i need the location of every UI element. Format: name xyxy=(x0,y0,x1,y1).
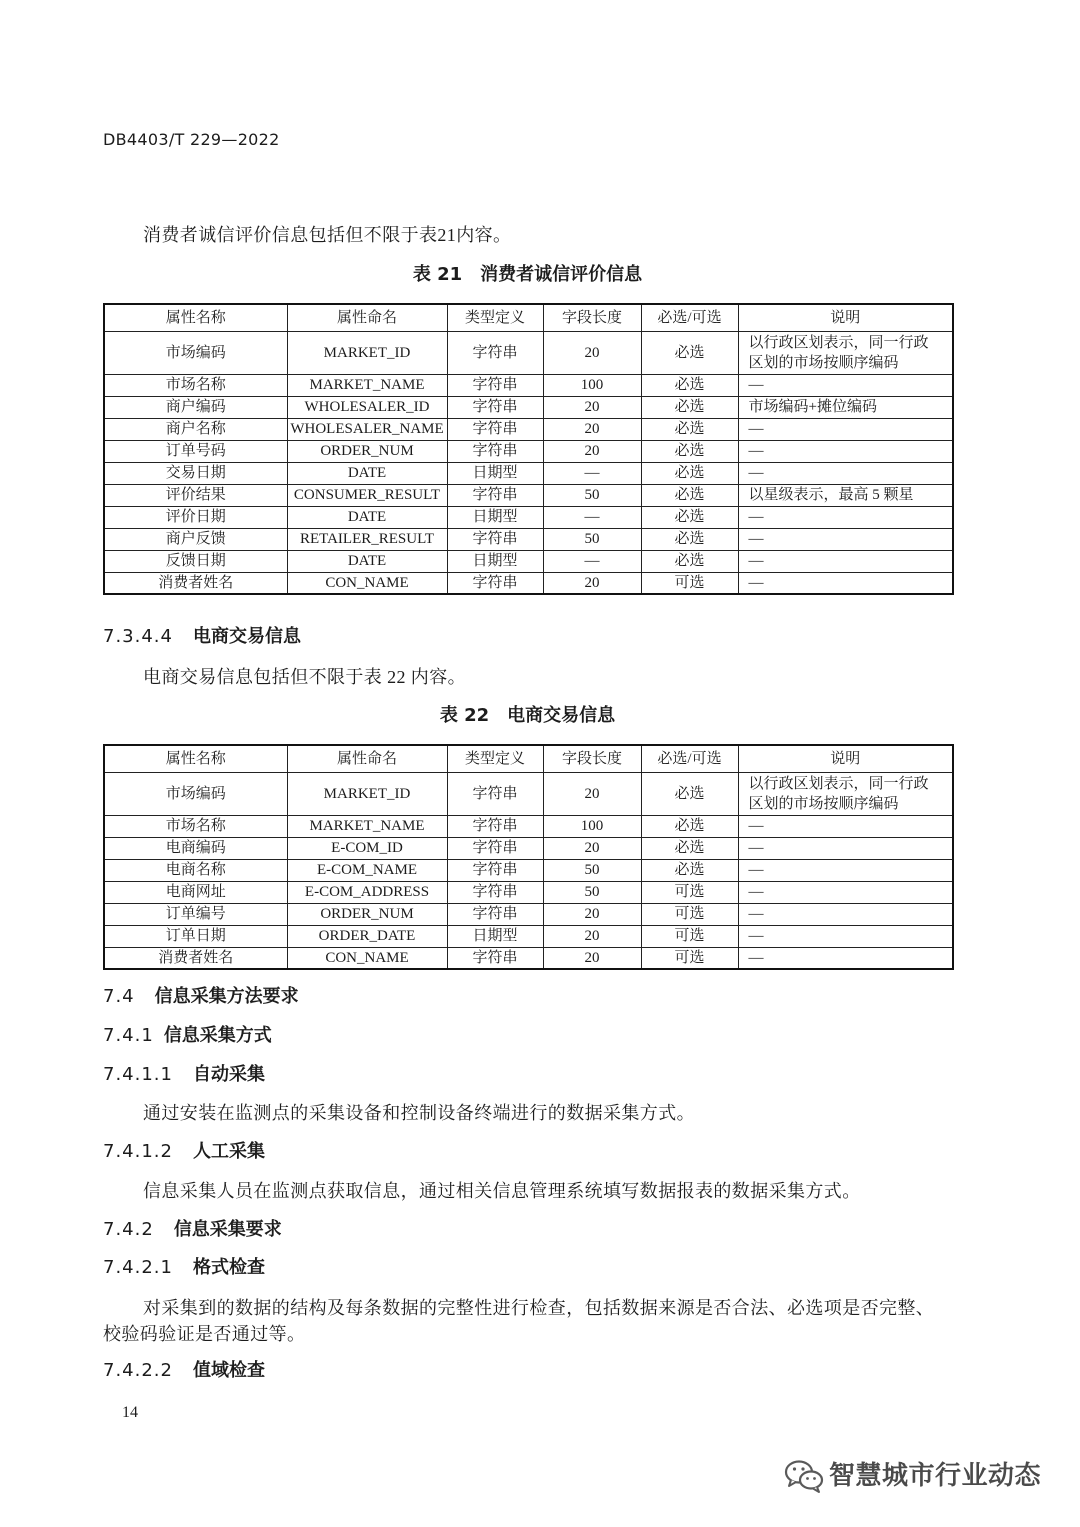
cell-attr-name: 市场编码 xyxy=(104,772,287,815)
cell-type: 字符串 xyxy=(447,881,543,903)
cell-attr-name: 订单编号 xyxy=(104,903,287,925)
cell-attr-name: 反馈日期 xyxy=(104,550,287,572)
table-row xyxy=(104,484,953,506)
cell-attr-name: 订单日期 xyxy=(104,925,287,947)
cell-attr-name: 电商编码 xyxy=(104,837,287,859)
column-header-note: 说明 xyxy=(738,745,953,772)
heading-number: 7.4 xyxy=(103,986,135,1007)
column-header-attr-code: 属性命名 xyxy=(287,304,447,331)
cell-note: — xyxy=(738,462,953,484)
table-row xyxy=(104,506,953,528)
cell-attr-code: E-COM_ADDRESS xyxy=(287,881,447,903)
cell-length: 50 xyxy=(543,484,641,506)
column-header-type: 类型定义 xyxy=(447,745,543,772)
cell-attr-code: MARKET_ID xyxy=(287,331,447,374)
cell-required: 必选 xyxy=(641,331,738,374)
cell-type: 字符串 xyxy=(447,374,543,396)
table-row xyxy=(104,925,953,947)
cell-attr-name: 评价日期 xyxy=(104,506,287,528)
column-header-length: 字段长度 xyxy=(543,304,641,331)
cell-type: 字符串 xyxy=(447,815,543,837)
cell-length: 50 xyxy=(543,528,641,550)
paragraph-line: 对采集到的数据的结构及每条数据的完整性进行检查，包括数据来源是否合法、必选项是否完整、 xyxy=(143,1298,935,1318)
cell-length: 50 xyxy=(543,859,641,881)
cell-type: 日期型 xyxy=(447,925,543,947)
cell-attr-name: 电商网址 xyxy=(104,881,287,903)
heading-7-4-2 xyxy=(103,1218,282,1242)
cell-required: 必选 xyxy=(641,440,738,462)
cell-attr-code: CONSUMER_RESULT xyxy=(287,484,447,506)
column-header-required: 必选/可选 xyxy=(641,745,738,772)
paragraph-manual-collection: 信息采集人员在监测点获取信息，通过相关信息管理系统填写数据报表的数据采集方式。 xyxy=(143,1181,861,1201)
table-row xyxy=(104,418,953,440)
column-header-note: 说明 xyxy=(738,304,953,331)
cell-required: 必选 xyxy=(641,815,738,837)
heading-title: 信息采集方法要求 xyxy=(154,986,299,1007)
cell-type: 字符串 xyxy=(447,947,543,969)
cell-attr-code: CON_NAME xyxy=(287,572,447,594)
table21-intro: 消费者诚信评价信息包括但不限于表21内容。 xyxy=(143,225,512,245)
heading-number: 7.4.2.1 xyxy=(103,1257,173,1278)
cell-attr-name: 商户编码 xyxy=(104,396,287,418)
cell-attr-code: DATE xyxy=(287,462,447,484)
cell-required: 必选 xyxy=(641,484,738,506)
paragraph-auto-collection: 通过安装在监测点的采集设备和控制设备终端进行的数据采集方式。 xyxy=(143,1103,695,1123)
cell-attr-code: MARKET_ID xyxy=(287,772,447,815)
cell-length: 20 xyxy=(543,947,641,969)
table-header-row xyxy=(104,304,953,331)
cell-length: 20 xyxy=(543,837,641,859)
cell-required: 必选 xyxy=(641,837,738,859)
page-number: 14 xyxy=(122,1404,138,1421)
cell-required: 必选 xyxy=(641,528,738,550)
cell-length: — xyxy=(543,550,641,572)
cell-attr-code: RETAILER_RESULT xyxy=(287,528,447,550)
cell-length: — xyxy=(543,506,641,528)
wechat-icon xyxy=(783,1458,825,1494)
cell-length: 20 xyxy=(543,396,641,418)
heading-title: 信息采集方式 xyxy=(163,1025,272,1046)
cell-required: 可选 xyxy=(641,572,738,594)
cell-note: — xyxy=(738,925,953,947)
table-row xyxy=(104,881,953,903)
cell-length: 50 xyxy=(543,881,641,903)
heading-number: 7.3.4.4 xyxy=(103,626,173,647)
cell-attr-name: 商户反馈 xyxy=(104,528,287,550)
cell-attr-name: 评价结果 xyxy=(104,484,287,506)
cell-required: 可选 xyxy=(641,947,738,969)
cell-attr-code: E-COM_NAME xyxy=(287,859,447,881)
cell-length: 20 xyxy=(543,331,641,374)
cell-type: 字符串 xyxy=(447,331,543,374)
cell-note: — xyxy=(738,947,953,969)
table-row xyxy=(104,440,953,462)
cell-required: 必选 xyxy=(641,772,738,815)
cell-attr-code: ORDER_DATE xyxy=(287,925,447,947)
heading-title: 信息采集要求 xyxy=(173,1219,282,1240)
cell-length: 100 xyxy=(543,815,641,837)
heading-number: 7.4.1 xyxy=(103,1025,154,1046)
watermark xyxy=(783,1458,1041,1494)
cell-attr-name: 市场名称 xyxy=(104,374,287,396)
table-row xyxy=(104,331,953,374)
heading-title: 自动采集 xyxy=(192,1064,265,1085)
table-row xyxy=(104,550,953,572)
column-header-attr-code: 属性命名 xyxy=(287,745,447,772)
cell-note: — xyxy=(738,374,953,396)
heading-7-4-2-2 xyxy=(103,1359,265,1383)
cell-attr-code: DATE xyxy=(287,506,447,528)
cell-length: — xyxy=(543,462,641,484)
cell-note: 以星级表示，最高 5 颗星 xyxy=(738,484,953,506)
table-title-text: 电商交易信息 xyxy=(507,705,616,726)
cell-note: 以行政区划表示，同一行政 区划的市场按顺序编码 xyxy=(738,331,953,374)
cell-required: 必选 xyxy=(641,506,738,528)
heading-number: 7.4.2.2 xyxy=(103,1360,173,1381)
table-row xyxy=(104,837,953,859)
cell-note: — xyxy=(738,528,953,550)
cell-required: 可选 xyxy=(641,881,738,903)
heading-title: 格式检查 xyxy=(192,1257,265,1278)
table-row xyxy=(104,396,953,418)
cell-type: 字符串 xyxy=(447,837,543,859)
column-header-length: 字段长度 xyxy=(543,745,641,772)
cell-length: 20 xyxy=(543,925,641,947)
cell-attr-name: 市场编码 xyxy=(104,331,287,374)
table22-intro: 电商交易信息包括但不限于表 22 内容。 xyxy=(143,667,466,687)
cell-note: — xyxy=(738,572,953,594)
heading-7-4-2-1 xyxy=(103,1256,265,1280)
cell-note: — xyxy=(738,815,953,837)
cell-attr-code: E-COM_ID xyxy=(287,837,447,859)
cell-attr-name: 消费者姓名 xyxy=(104,947,287,969)
heading-number: 7.4.1.1 xyxy=(103,1064,173,1085)
cell-type: 日期型 xyxy=(447,506,543,528)
cell-required: 必选 xyxy=(641,550,738,572)
heading-title: 电商交易信息 xyxy=(192,626,301,647)
cell-attr-name: 交易日期 xyxy=(104,462,287,484)
table-row xyxy=(104,947,953,969)
cell-required: 必选 xyxy=(641,859,738,881)
cell-note: — xyxy=(738,837,953,859)
cell-length: 20 xyxy=(543,418,641,440)
document-id: DB4403/T 229—2022 xyxy=(103,130,280,149)
table-label: 表 22 xyxy=(439,705,490,726)
heading-number: 7.4.2 xyxy=(103,1219,154,1240)
table22-title xyxy=(103,704,952,728)
cell-type: 字符串 xyxy=(447,528,543,550)
cell-attr-code: MARKET_NAME xyxy=(287,374,447,396)
table21-title xyxy=(103,263,952,287)
heading-title: 人工采集 xyxy=(192,1141,265,1162)
heading-7-4-1-2 xyxy=(103,1140,265,1164)
cell-length: 100 xyxy=(543,374,641,396)
cell-note: — xyxy=(738,418,953,440)
table-row xyxy=(104,772,953,815)
heading-7-4 xyxy=(103,985,299,1009)
cell-required: 必选 xyxy=(641,396,738,418)
cell-note: — xyxy=(738,903,953,925)
cell-note: — xyxy=(738,440,953,462)
column-header-type: 类型定义 xyxy=(447,304,543,331)
cell-required: 可选 xyxy=(641,903,738,925)
cell-note: — xyxy=(738,550,953,572)
cell-attr-code: WHOLESALER_ID xyxy=(287,396,447,418)
cell-attr-code: DATE xyxy=(287,550,447,572)
table-row xyxy=(104,859,953,881)
cell-note: — xyxy=(738,506,953,528)
cell-type: 字符串 xyxy=(447,484,543,506)
cell-attr-code: WHOLESALER_NAME xyxy=(287,418,447,440)
cell-required: 可选 xyxy=(641,925,738,947)
cell-attr-name: 电商名称 xyxy=(104,859,287,881)
heading-number: 7.4.1.2 xyxy=(103,1141,173,1162)
cell-attr-name: 市场名称 xyxy=(104,815,287,837)
cell-note: — xyxy=(738,881,953,903)
cell-type: 字符串 xyxy=(447,440,543,462)
cell-type: 日期型 xyxy=(447,462,543,484)
paragraph-line: 校验码验证是否通过等。 xyxy=(103,1324,306,1344)
table-row xyxy=(104,462,953,484)
column-header-required: 必选/可选 xyxy=(641,304,738,331)
cell-length: 20 xyxy=(543,572,641,594)
table-22 xyxy=(103,744,954,970)
cell-note: — xyxy=(738,859,953,881)
cell-length: 20 xyxy=(543,772,641,815)
table-title-text: 消费者诚信评价信息 xyxy=(480,264,643,285)
column-header-attr-name: 属性名称 xyxy=(104,745,287,772)
cell-note: 以行政区划表示，同一行政 区划的市场按顺序编码 xyxy=(738,772,953,815)
table-label: 表 21 xyxy=(412,264,463,285)
heading-7-4-1 xyxy=(103,1024,272,1048)
cell-note: 市场编码+摊位编码 xyxy=(738,396,953,418)
cell-type: 字符串 xyxy=(447,772,543,815)
cell-length: 20 xyxy=(543,903,641,925)
cell-type: 字符串 xyxy=(447,859,543,881)
cell-attr-name: 商户名称 xyxy=(104,418,287,440)
heading-title: 值域检查 xyxy=(192,1360,265,1381)
cell-type: 字符串 xyxy=(447,396,543,418)
heading-7-4-1-1 xyxy=(103,1063,265,1087)
cell-length: 20 xyxy=(543,440,641,462)
cell-attr-name: 消费者姓名 xyxy=(104,572,287,594)
cell-required: 必选 xyxy=(641,462,738,484)
cell-attr-code: CON_NAME xyxy=(287,947,447,969)
table-row xyxy=(104,572,953,594)
table-row xyxy=(104,528,953,550)
table-header-row xyxy=(104,745,953,772)
table-21 xyxy=(103,303,954,595)
cell-type: 字符串 xyxy=(447,572,543,594)
table-row xyxy=(104,374,953,396)
heading-7-3-4-4 xyxy=(103,625,301,649)
cell-type: 字符串 xyxy=(447,903,543,925)
cell-type: 日期型 xyxy=(447,550,543,572)
cell-attr-name: 订单号码 xyxy=(104,440,287,462)
table-row xyxy=(104,903,953,925)
paragraph-format-check xyxy=(103,1295,973,1347)
column-header-attr-name: 属性名称 xyxy=(104,304,287,331)
cell-type: 字符串 xyxy=(447,418,543,440)
cell-attr-code: MARKET_NAME xyxy=(287,815,447,837)
table-row xyxy=(104,815,953,837)
cell-required: 必选 xyxy=(641,374,738,396)
cell-required: 必选 xyxy=(641,418,738,440)
cell-attr-code: ORDER_NUM xyxy=(287,903,447,925)
cell-attr-code: ORDER_NUM xyxy=(287,440,447,462)
watermark-text: 智慧城市行业动态 xyxy=(829,1461,1042,1491)
